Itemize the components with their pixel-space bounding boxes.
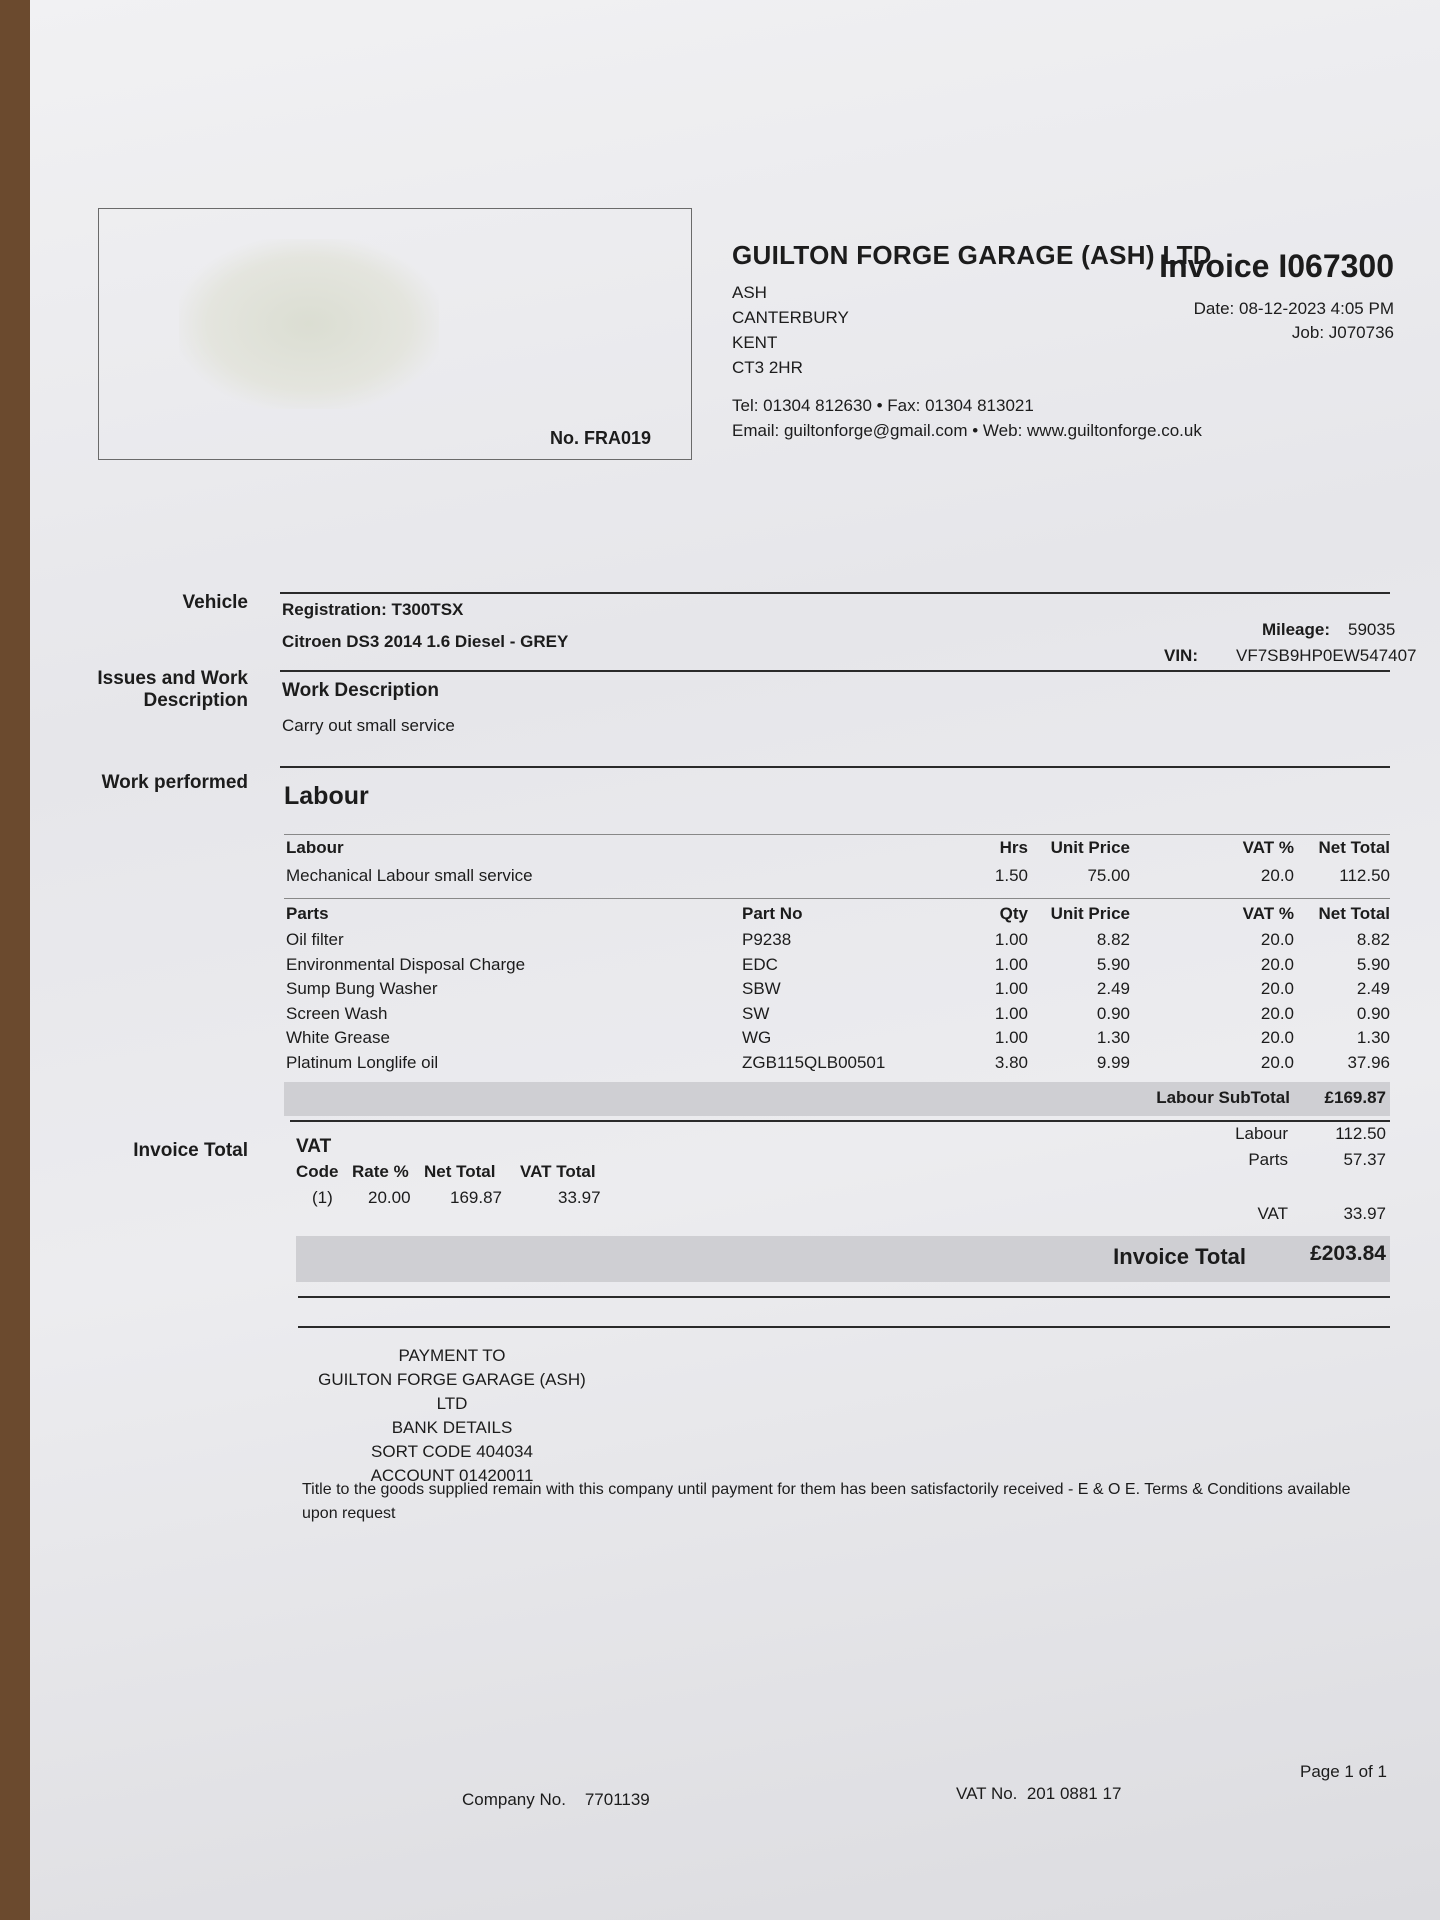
company-name: GUILTON FORGE GARAGE (ASH) LTD [732, 240, 1212, 270]
part-net: 37.96 [1347, 1052, 1390, 1072]
labour-row-vat: 20.0 [1260, 866, 1294, 885]
labour-col-net: Net Total [1318, 838, 1390, 857]
part-vat: 20.0 [1260, 930, 1294, 950]
vin-value: VF7SB9HP0EW547407 [1236, 646, 1417, 665]
issues-label [28, 668, 248, 712]
vat-col-net: Net Total [424, 1162, 496, 1181]
labour-heading: Labour [284, 782, 369, 810]
terms-line: Title to the goods supplied remain with this company until payment for them has been satisfactorily received - E & O E. Terms & Conditions available [302, 1481, 1351, 1498]
part-name: Oil filter [286, 930, 344, 950]
part-qty: 3.80 [994, 1052, 1028, 1072]
mileage-label: Mileage: [1262, 620, 1331, 639]
invoice-title: Invoice I067300 [1159, 248, 1394, 284]
table-row [286, 1002, 1390, 1027]
part-name: Sump Bung Washer [286, 979, 438, 999]
terms-text [302, 1478, 1392, 1526]
customer-address-box [98, 208, 692, 460]
part-net: 8.82 [1356, 930, 1390, 950]
work-description-text: Carry out small service [282, 716, 455, 735]
company-number: Company No. 7701139 [462, 1790, 650, 1809]
part-number: ZGB115QLB00501 [742, 1052, 886, 1072]
company-email: Email: guiltonforge@gmail.com • Web: www.guiltonforge.co.uk [732, 421, 1202, 440]
vehicle-label: Vehicle [182, 592, 248, 613]
part-qty: 1.00 [994, 930, 1028, 950]
part-vat: 20.0 [1260, 979, 1294, 999]
part-vat: 20.0 [1260, 1003, 1294, 1023]
vat-row-net: 169.87 [450, 1188, 502, 1207]
part-unit-price: 5.90 [1096, 954, 1130, 974]
part-number: WG [742, 1028, 772, 1048]
part-name: Environmental Disposal Charge [286, 954, 526, 974]
table-row [286, 977, 1390, 1002]
invoice-date: Date: 08-12-2023 4:05 PM [1193, 299, 1394, 318]
invoice-total-value: £203.84 [1310, 1242, 1386, 1265]
payment-line: SORT CODE 404034 [371, 1442, 533, 1461]
table-row [286, 928, 1390, 953]
vat-number: VAT No. 201 0881 17 [956, 1784, 1122, 1803]
part-vat: 20.0 [1260, 1028, 1294, 1048]
subtotal-label: Labour SubTotal [1156, 1088, 1290, 1107]
parts-col-net: Net Total [1318, 904, 1390, 923]
payment-line: ACCOUNT 01420011 [370, 1466, 534, 1485]
part-unit-price: 8.82 [1096, 930, 1130, 950]
totals-vat-label: VAT [1257, 1204, 1288, 1223]
labour-row-hrs: 1.50 [994, 866, 1028, 885]
work-performed-label: Work performed [101, 772, 248, 793]
invoice-total-label: Invoice Total [133, 1140, 248, 1161]
divider [284, 898, 1390, 899]
vat-row-code: (1) [312, 1188, 333, 1207]
customer-ref: No. FRA019 [549, 428, 651, 448]
company-tel: Tel: 01304 812630 • Fax: 01304 813021 [732, 396, 1034, 415]
vehicle-registration: Registration: T300TSX [282, 600, 464, 619]
divider [280, 766, 1390, 768]
totals-labour-label: Labour [1235, 1124, 1288, 1143]
vat-row-vat: 33.97 [558, 1188, 601, 1207]
labour-col-name: Labour [286, 838, 344, 857]
labour-row-net: 112.50 [1339, 866, 1390, 885]
divider [298, 1326, 1390, 1328]
invoice-job: Job: J070736 [1291, 323, 1394, 342]
divider [280, 592, 1390, 594]
part-net: 1.30 [1356, 1028, 1390, 1048]
parts-table [286, 928, 1390, 1075]
labour-row-unit-price: 75.00 [1087, 866, 1130, 885]
part-name: Screen Wash [286, 1003, 388, 1023]
invoice-total-row-label: Invoice Total [1113, 1244, 1246, 1269]
part-number: P9238 [742, 930, 792, 950]
address-line: ASH [732, 283, 767, 302]
part-number: SBW [742, 979, 781, 999]
part-unit-price: 2.49 [1096, 979, 1130, 999]
totals-parts-label: Parts [1248, 1150, 1288, 1169]
part-name: Platinum Longlife oil [286, 1052, 439, 1072]
issues-label-line: Description [143, 690, 248, 711]
table-row [286, 1026, 1390, 1051]
parts-col-part-no: Part No [742, 904, 803, 923]
part-qty: 1.00 [994, 1028, 1028, 1048]
part-unit-price: 1.30 [1096, 1028, 1130, 1048]
part-vat: 20.0 [1260, 954, 1294, 974]
address-line: KENT [732, 333, 778, 352]
payment-line: BANK DETAILS [391, 1418, 513, 1437]
vat-heading: VAT [296, 1136, 332, 1157]
divider [284, 834, 1390, 835]
redacted-address [179, 239, 439, 409]
labour-col-hrs: Hrs [999, 838, 1028, 857]
part-vat: 20.0 [1260, 1052, 1294, 1072]
part-qty: 1.00 [994, 954, 1028, 974]
parts-col-unit-price: Unit Price [1050, 904, 1130, 923]
part-qty: 1.00 [994, 1003, 1028, 1023]
part-number: SW [742, 1003, 770, 1023]
part-net: 2.49 [1356, 979, 1390, 999]
vat-col-code: Code [296, 1162, 339, 1181]
payment-line: GUILTON FORGE GARAGE (ASH) LTD [318, 1370, 586, 1413]
parts-col-vat: VAT % [1242, 904, 1294, 923]
table-row [286, 953, 1390, 978]
vat-row-rate: 20.00 [368, 1188, 411, 1207]
terms-line: upon request [302, 1505, 396, 1522]
work-description-heading: Work Description [282, 680, 439, 701]
table-row [286, 1051, 1390, 1076]
parts-col-name: Parts [286, 904, 329, 923]
totals-vat-value: 33.97 [1343, 1204, 1386, 1223]
part-net: 5.90 [1356, 954, 1390, 974]
payment-line: PAYMENT TO [398, 1346, 506, 1365]
address-line: CT3 2HR [732, 358, 803, 377]
vehicle-description: Citroen DS3 2014 1.6 Diesel - GREY [282, 632, 569, 651]
part-qty: 1.00 [994, 979, 1028, 999]
page-number: Page 1 of 1 [1300, 1762, 1387, 1781]
part-name: White Grease [286, 1028, 390, 1048]
vat-col-vat: VAT Total [520, 1162, 596, 1181]
part-number: EDC [742, 954, 778, 974]
divider [290, 1120, 1390, 1122]
company-address [732, 280, 849, 380]
issues-label-line: Issues and Work [97, 668, 248, 689]
vin-label: VIN: [1164, 646, 1198, 665]
divider [280, 670, 1390, 672]
part-net: 0.90 [1356, 1003, 1390, 1023]
subtotal-value: £169.87 [1324, 1088, 1386, 1107]
totals-labour-value: 112.50 [1335, 1124, 1386, 1143]
labour-col-vat: VAT % [1242, 838, 1294, 857]
address-line: CANTERBURY [732, 308, 849, 327]
payment-details [312, 1344, 592, 1488]
vat-col-rate: Rate % [352, 1162, 409, 1181]
labour-col-unit-price: Unit Price [1050, 838, 1130, 857]
part-unit-price: 0.90 [1096, 1003, 1130, 1023]
labour-row-name: Mechanical Labour small service [286, 866, 533, 885]
divider [298, 1296, 1390, 1298]
part-unit-price: 9.99 [1096, 1052, 1130, 1072]
parts-col-qty: Qty [999, 904, 1028, 923]
mileage-value: 59035 [1348, 620, 1396, 639]
totals-parts-value: 57.37 [1343, 1150, 1386, 1169]
